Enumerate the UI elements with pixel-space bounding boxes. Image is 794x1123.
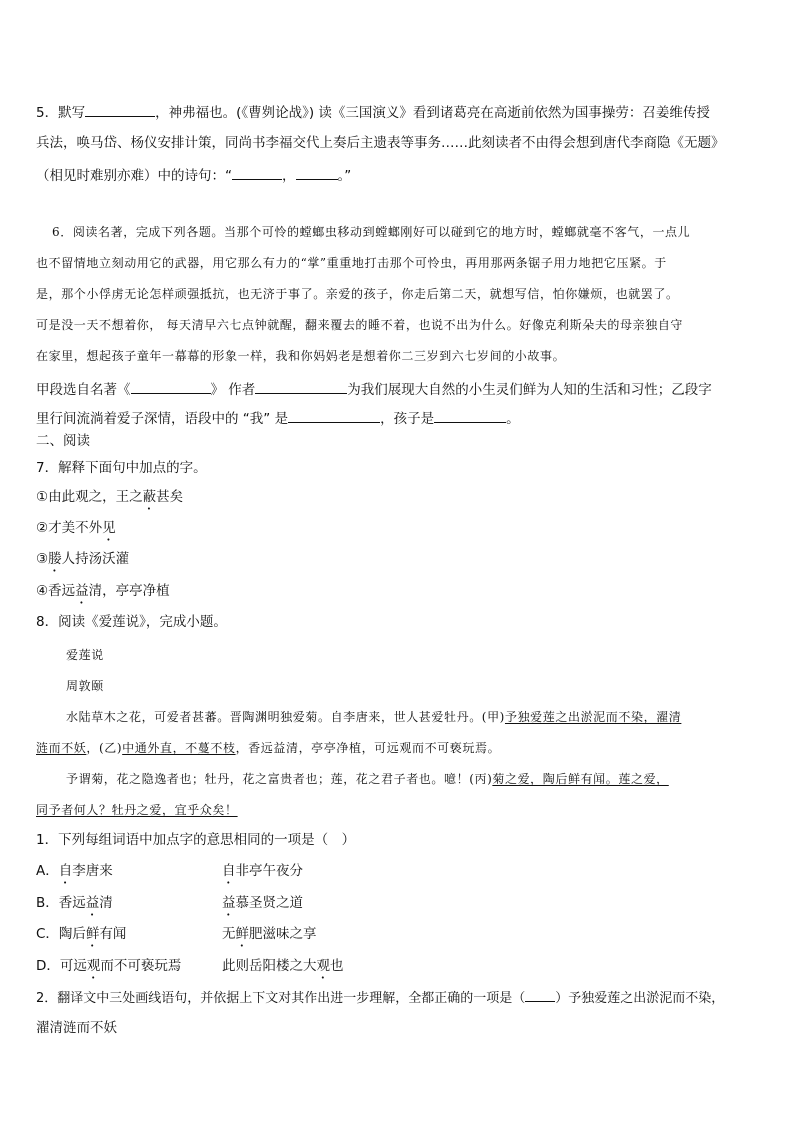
q6-blank-me	[288, 409, 380, 423]
q5-blank-2	[232, 166, 282, 180]
dotted-char: 益	[85, 895, 100, 911]
poem-para1-line-1: 水陆草木之花，可爱者甚蕃。晋陶渊明独爱菊。自李唐来，世人甚爱牡丹。(甲)予独爱莲之出淤泥而不染，濯清	[66, 710, 682, 724]
q6-question-line-1	[36, 380, 712, 399]
sub1-option-d: D．可远观而不可亵玩焉 此则岳阳楼之大观也	[36, 958, 344, 974]
sub2-line-2: 濯清涟而不妖	[36, 1020, 117, 1036]
q6-passage-line-2: 也不留情地立刻动用它的武器，用它那么有力的“掌”重重地打击那个可怜虫，再用那两条锯子用力地把它压紧。于	[36, 256, 667, 270]
q7-item-4: ④香远益清，亭亭净植	[36, 583, 170, 599]
q6-q-text-1b: 》 作者	[210, 382, 256, 398]
q6-q-text-2c: 。	[506, 411, 520, 427]
dotted-char: 见	[102, 520, 116, 536]
q7-item-3: ③媵人持汤沃灌	[36, 551, 130, 567]
q5-text-3b: ，	[282, 168, 296, 184]
q5-line-1	[36, 103, 710, 122]
dotted-char: 鲜	[235, 926, 249, 942]
q6-q-text-1a: 甲段选自名著《	[36, 382, 131, 398]
poem-para1-line-2: 涟而不妖，(乙)中通外直，不蔓不枝，香远益清，亭亭净植，可远观而不可亵玩焉。	[36, 741, 501, 755]
q7-title: 7．解释下面句中加点的字。	[36, 460, 207, 476]
underlined-sentence-jia-end: 涟而不妖	[36, 741, 87, 755]
underlined-sentence-bing-end: 同予者何人？牡丹之爱，宜乎众矣！	[36, 803, 238, 817]
q5-label: 5．默写	[36, 105, 86, 121]
q5-line-2: 兵法，唤马岱、杨仪安排计策，同尚书李福交代上奏后主遗表等事务……此刻读者不由得会想到唐代李商隐《无题》	[36, 135, 725, 151]
q5-blank-1	[85, 103, 155, 117]
q6-blank-child	[434, 409, 506, 423]
poem-title: 爱莲说	[66, 648, 104, 662]
dotted-char: 观	[316, 958, 330, 974]
q7-item-2: ②才美不外见	[36, 520, 116, 536]
q6-q-text-1c: 为我们展现大自然的小生灵们鲜为人知的生活和习性；乙段字	[347, 382, 712, 398]
poem-author: 周敦颐	[66, 679, 104, 693]
underlined-sentence-yi: 中通外直，不蔓不枝	[122, 741, 236, 755]
sub2-answer-blank	[525, 988, 555, 1002]
q5-text-1: ，神弗福也。(《曹刿论战》) 读《三国演义》看到诸葛亮在高逝前依然为国事操劳：召姜维传授	[155, 105, 710, 121]
sub1-option-b: B．香远益清 益慕圣贤之道	[36, 895, 303, 911]
q6-q-text-2b: ，孩子是	[380, 411, 435, 427]
poem-para2-line-1: 予谓菊，花之隐逸者也；牡丹，花之富贵者也；莲，花之君子者也。噫！(丙)菊之爱，陶后鲜有闻。莲之爱，	[66, 772, 669, 786]
sub1-title: 1．下列每组词语中加点字的意思相同的一项是（ ）	[36, 832, 356, 848]
section-heading: 二、阅读	[36, 433, 90, 449]
dotted-char: 观	[86, 958, 101, 974]
q6-blank-book	[131, 380, 211, 394]
q6-q-text-2a: 里行间流淌着爱子深情，语段中的 “我” 是	[36, 411, 289, 427]
q6-passage-line-4: 可是没一天不想着你， 每天清早六七点钟就醒，翻来覆去的睡不着，也说不出为什么。好像克利斯朵夫的母亲独自守	[36, 318, 684, 332]
q6-blank-author	[255, 380, 347, 394]
dotted-char: 益	[75, 583, 89, 599]
q6-question-line-2	[36, 409, 520, 428]
dotted-char: 自	[58, 863, 73, 879]
q5-line-3	[36, 166, 351, 185]
underlined-sentence-bing: 菊之爱，陶后鲜有闻。莲之爱，	[492, 772, 669, 786]
q5-text-3c: 。”	[337, 168, 352, 184]
dotted-char: 鲜	[85, 926, 100, 942]
sub1-option-c: C．陶后鲜有闻 无鲜肥滋味之享	[36, 926, 317, 942]
q6-passage-line-1: 6．阅读名著，完成下列各题。当那个可怜的螳螂虫移动到螳螂刚好可以碰到它的地方时，螳螂就毫不客气，一点儿	[52, 225, 691, 239]
q7-item-1: ①由此观之，王之蔽甚矣	[36, 489, 184, 505]
poem-para2-line-2	[36, 801, 238, 819]
dotted-char: 媵	[48, 551, 62, 567]
q8-title: 8．阅读《爱莲说》，完成小题。	[36, 614, 227, 630]
sub1-option-a: A．自李唐来 自非亭午夜分	[36, 863, 303, 879]
q6-passage-line-3: 是，那个小俘虏无论怎样顽强抵抗，也无济于事了。亲爱的孩子，你走后第二天，就想写信，怕你嫌烦，也就罢了。	[36, 287, 679, 301]
underlined-sentence-jia: 予独爱莲之出淤泥而不染，濯清	[504, 710, 682, 724]
dotted-char: 自	[222, 863, 236, 879]
q5-text-3a: （相见时难别亦难）中的诗句：“	[36, 168, 232, 184]
sub2-line-1: 2．翻译文中三处画线语句，并依据上下文对其作出进一步理解，全都正确的一项是（ ）予独爱莲之出淤泥而不染，	[36, 988, 724, 1008]
q5-blank-3	[296, 166, 338, 180]
q6-passage-line-5: 在家里，想起孩子童年一幕幕的形象一样，我和你妈妈老是想着你二三岁到六七岁间的小故事。	[36, 349, 566, 363]
dotted-char: 益	[222, 895, 236, 911]
dotted-char: 蔽	[142, 489, 157, 505]
